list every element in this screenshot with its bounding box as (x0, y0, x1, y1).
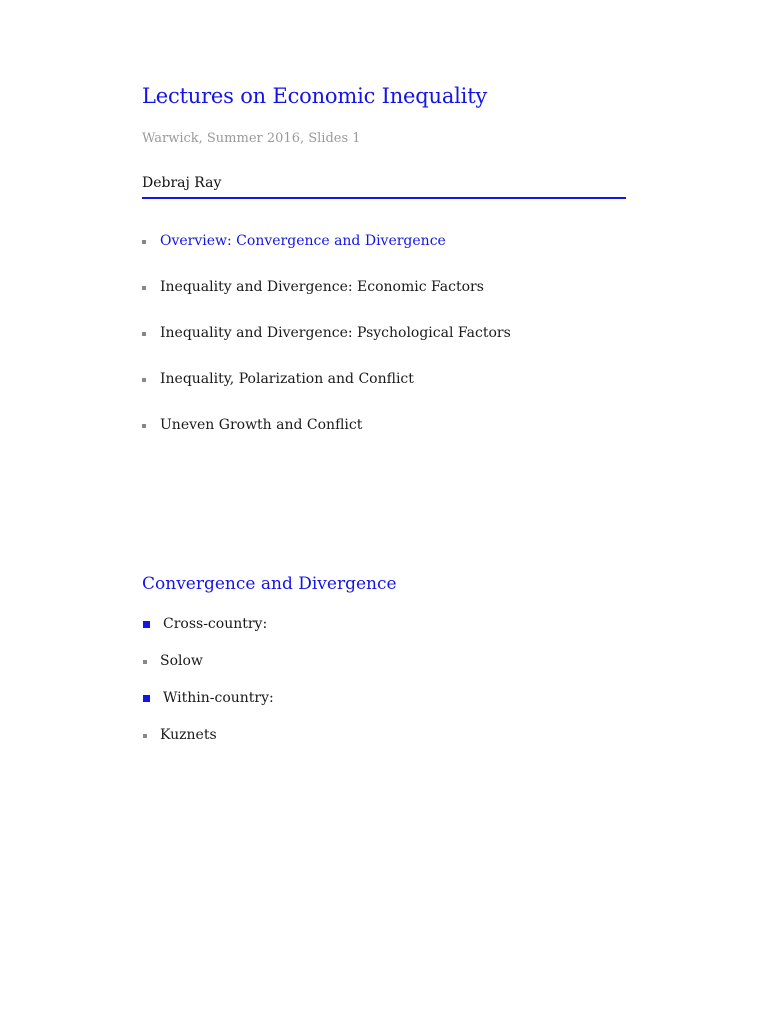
section-title: Convergence and Divergence (142, 574, 397, 594)
square-bullet-icon (142, 332, 146, 336)
square-bullet-icon (142, 378, 146, 382)
page-title: Lectures on Economic Inequality (142, 84, 488, 108)
square-bullet-icon (143, 621, 150, 628)
square-bullet-icon (143, 734, 147, 738)
toc-item-label: Inequality and Divergence: Psychological Factors (160, 325, 511, 341)
list-item-label: Solow (160, 653, 203, 669)
toc-item-label: Inequality, Polarization and Conflict (160, 371, 414, 387)
toc-item-label: Uneven Growth and Conflict (160, 417, 363, 433)
square-bullet-icon (143, 695, 150, 702)
square-bullet-icon (142, 286, 146, 290)
page-subtitle: Warwick, Summer 2016, Slides 1 (142, 131, 361, 146)
toc-item-label: Overview: Convergence and Divergence (160, 233, 446, 249)
square-bullet-icon (142, 240, 146, 244)
list-item-label: Kuznets (160, 727, 217, 743)
square-bullet-icon (142, 424, 146, 428)
title-divider (142, 197, 626, 199)
list-item-label: Cross-country: (163, 616, 268, 632)
author-name: Debraj Ray (142, 175, 222, 191)
square-bullet-icon (143, 660, 147, 664)
toc-item-label: Inequality and Divergence: Economic Factors (160, 279, 484, 295)
list-item-label: Within-country: (163, 690, 274, 706)
